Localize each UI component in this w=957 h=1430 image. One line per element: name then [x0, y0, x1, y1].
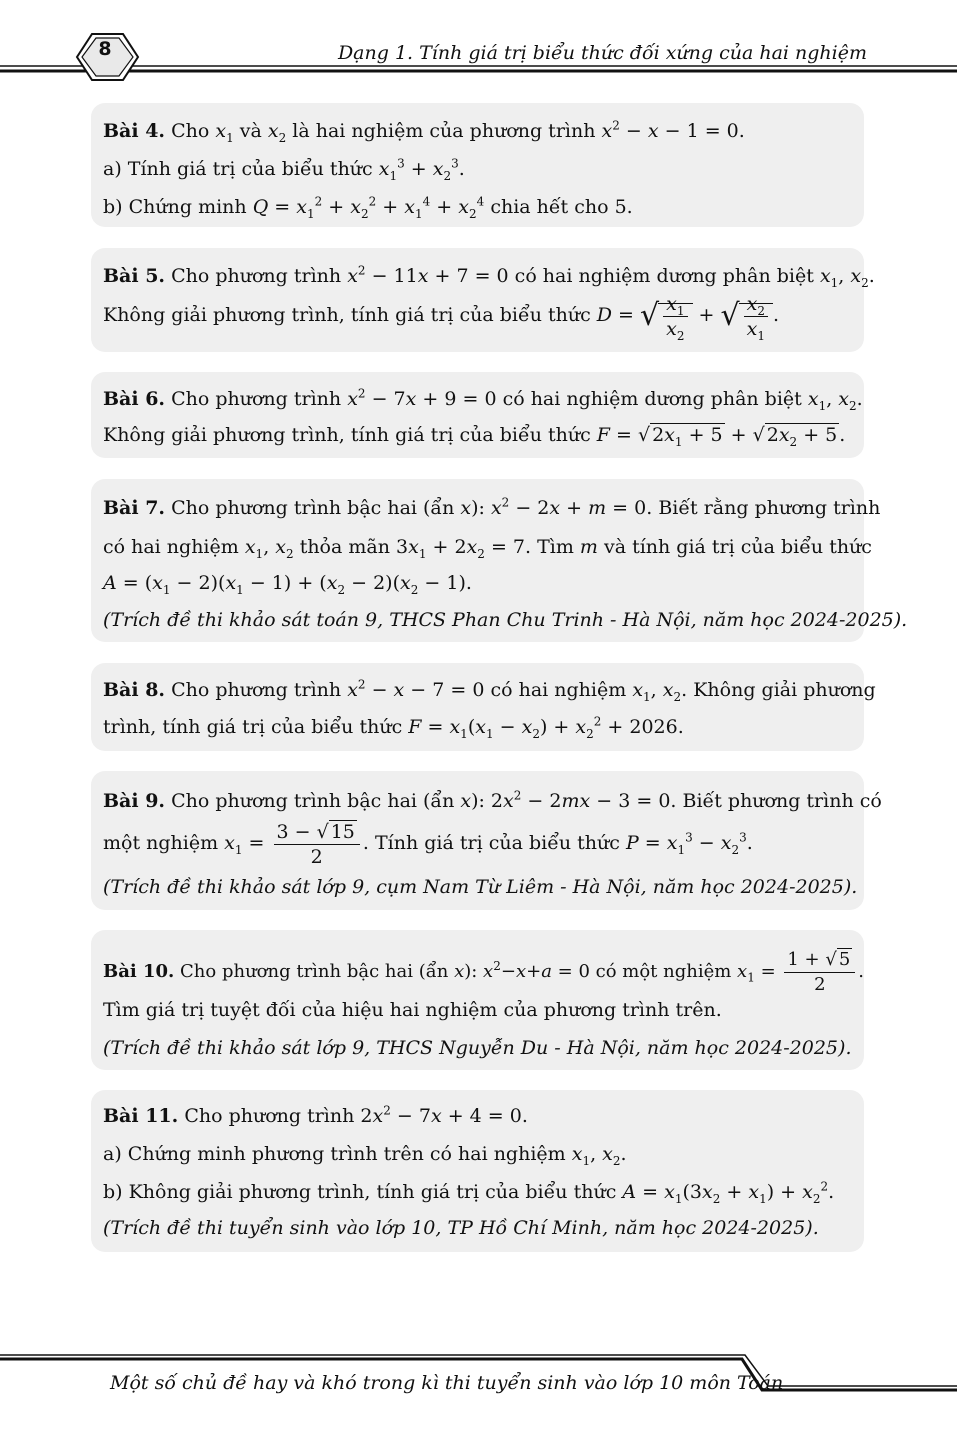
problem-label: Bài 5. [103, 265, 166, 287]
problem-label: Bài 7. [103, 497, 166, 519]
problem-label: Bài 6. [103, 388, 166, 410]
problem-7: Bài 7. Cho phương trình bậc hai (ẩn x): $x^2 - 2x + m = 0$. Biết rằng phương trình có hai nghiệm $x_1$, $x_2$ thỏa mãn $3x_1 + 2x_2 = 7$. Tìm m và tính giá trị của biểu thức $A = (x_1 - 2)(x_1 - 1) + (x_2 - 2)(x_2 - 1)$. (Trích đề thi khảo sát toán 9, THCS Phan Chu Trinh - Hà Nội, năm học 2024-2025). [91, 479, 864, 642]
problem-4: Bài 4. Cho $x_1$ và $x_2$ là hai nghiệm của phương trình $x^2 - x - 1 = 0$. a) Tính giá trị của biểu thức $x_1^3 + x_2^3$. b) Chứng minh $Q = x_1^2 + x_2^2 + x_1^4 + x_2^4$ chia hết cho 5. [91, 103, 864, 227]
problem-label: Bài 10. [103, 961, 175, 982]
source-note: (Trích đề thi khảo sát lớp 9, THCS Nguyễn Du - Hà Nội, năm học 2024-2025). [103, 1037, 852, 1059]
problem-label: Bài 4. [103, 120, 166, 142]
problem-5: Bài 5. Cho phương trình $x^2 - 11x + 7 = 0$ có hai nghiệm dương phân biệt $x_1$, $x_2$. Không giải phương trình, tính giá trị của biểu thức D = √ $\frac{x_1}{x_2}$ + √ $\frac{x_2}{x_1}$ . [91, 248, 864, 352]
problem-label: Bài 9. [103, 790, 166, 812]
source-note: (Trích đề thi khảo sát lớp 9, cụm Nam Từ Liêm - Hà Nội, năm học 2024-2025). [103, 876, 858, 898]
footer-text: Một số chủ đề hay và khó trong kì thi tuyển sinh vào lớp 10 môn Toán [110, 1372, 784, 1394]
problem-8: Bài 8. Cho phương trình $x^2 - x - 7 = 0$ có hai nghiệm $x_1$, $x_2$. Không giải phương trình, tính giá trị của biểu thức $F = x_1(x_1 - x_2) + x_2^2 + 2026$. [91, 663, 864, 751]
source-note: (Trích đề thi khảo sát toán 9, THCS Phan Chu Trinh - Hà Nội, năm học 2024-2025). [103, 609, 908, 631]
problem-11: Bài 11. Cho phương trình $2x^2 - 7x + 4 = 0$. a) Chứng minh phương trình trên có hai nghiệm $x_1$, $x_2$. b) Không giải phương trình, tính giá trị của biểu thức $A = x_1(3x_2 + x_1) + x_2^2$. (Trích đề thi tuyển sinh vào lớp 10, TP Hồ Chí Minh, năm học 2024-2025). [91, 1090, 864, 1252]
problem-label: Bài 8. [103, 679, 166, 701]
page-number: 8 [98, 38, 112, 60]
problem-6: Bài 6. Cho phương trình $x^2 - 7x + 9 = 0$ có hai nghiệm dương phân biệt $x_1$, $x_2$. Không giải phương trình, tính giá trị của biểu thức F = √ $2x_1 + 5$ + √ $2x_2 + 5$ . [91, 372, 864, 458]
source-note: (Trích đề thi tuyển sinh vào lớp 10, TP Hồ Chí Minh, năm học 2024-2025). [103, 1217, 819, 1239]
problem-label: Bài 11. [103, 1105, 179, 1127]
problem-9: Bài 9. Cho phương trình bậc hai (ẩn x): $2x^2 - 2mx - 3 = 0$. Biết phương trình có một nghiệm $x_1$ = $\frac{3 - √ 15}{2}$ . Tính giá trị của biểu thức $P = x_1^3 - x_2^3$. (Trích đề thi khảo sát lớp 9, cụm Nam Từ Liêm - Hà Nội, năm học 2024-2025). [91, 771, 864, 910]
problem-10: Bài 10. Cho phương trình bậc hai (ẩn x): $x^2-x+a = 0$ có một nghiệm $x_1$ = $\frac{1 + √ 5}{2}$ . Tìm giá trị tuyệt đối của hiệu hai nghiệm của phương trình trên. (Trích đề thi khảo sát lớp 9, THCS Nguyễn Du - Hà Nội, năm học 2024-2025). [91, 930, 864, 1070]
header-title: Dạng 1. Tính giá trị biểu thức đối xứng của hai nghiệm [337, 42, 867, 64]
